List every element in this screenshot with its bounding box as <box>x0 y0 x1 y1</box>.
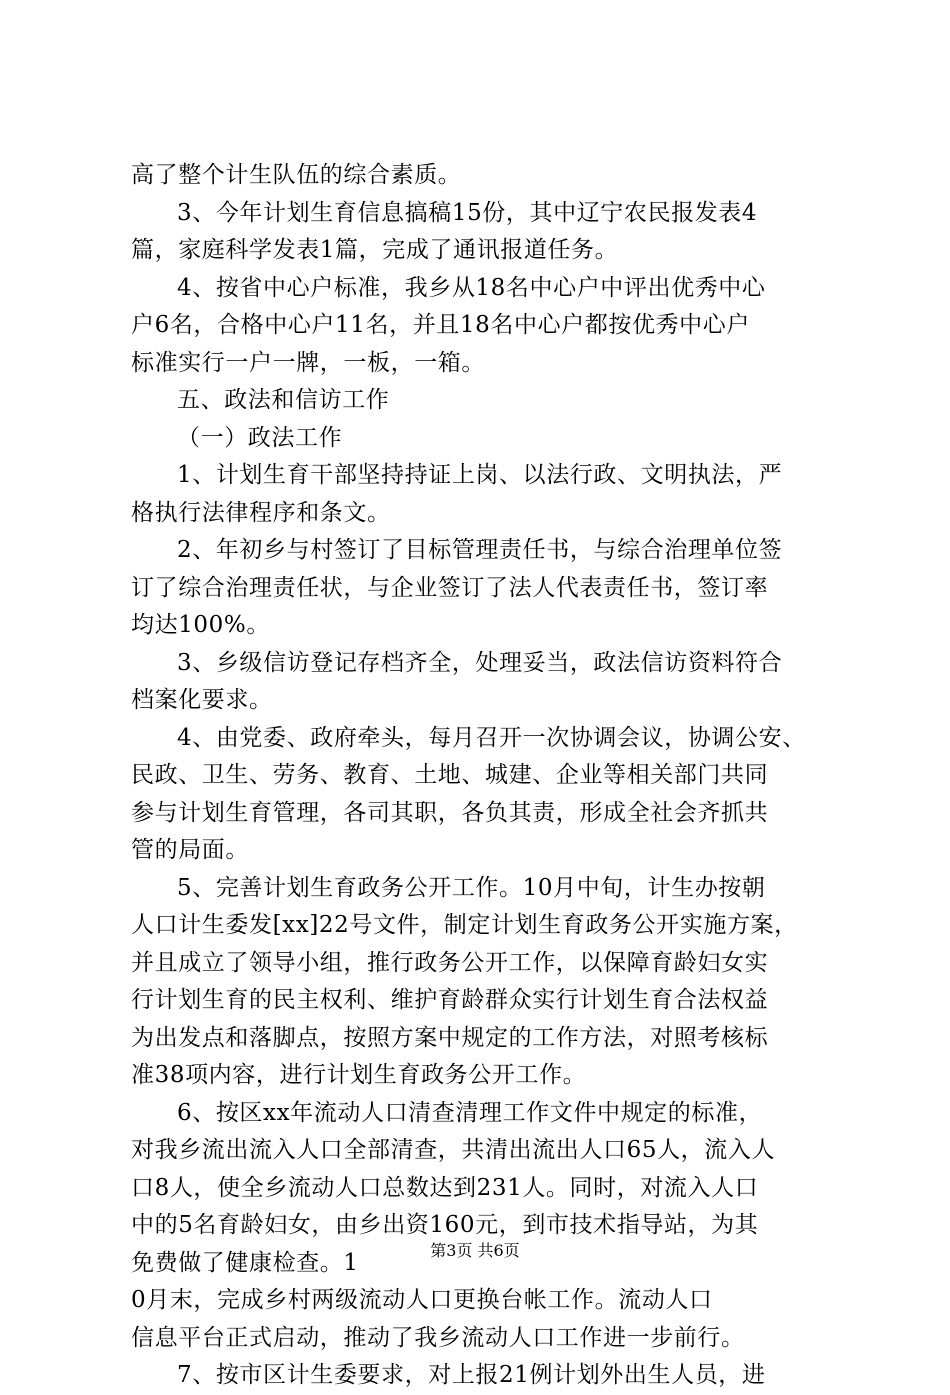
text-line: 5、完善计划生育政务公开工作。10月中旬，计生办按朝 <box>177 874 766 901</box>
text-line: 中的5名育龄妇女，由乡出资160元，到市技术指导站，为其 <box>131 1212 759 1238</box>
text-line: 参与计划生育管理，各司其职，各负其责，形成全社会齐抓共 <box>131 799 769 826</box>
text-line: 均达100%。 <box>131 612 270 638</box>
text-line: 为出发点和落脚点，按照方案中规定的工作方法，对照考核标 <box>131 1024 769 1051</box>
text-line: 口8人，使全乡流动人口总数达到231人。同时，对流入人口 <box>131 1174 759 1201</box>
text-line: （一）政法工作 <box>177 424 343 451</box>
text-line: 户6名，合格中心户11名，并且18名中心户都按优秀中心户 <box>131 312 750 338</box>
text-line: 7、按市区计生委要求，对上报21例计划外出生人员，进 <box>177 1362 766 1388</box>
text-line: 6、按区xx年流动人口清查清理工作文件中规定的标准， <box>177 1099 763 1126</box>
text-line: 民政、卫生、劳务、教育、土地、城建、企业等相关部门共同 <box>131 762 769 788</box>
page-footer: 第3页 共6页 <box>430 1241 520 1260</box>
text-line: 格执行法律程序和条文。 <box>131 499 391 526</box>
text-line: 标准实行一户一牌，一板，一箱。 <box>131 349 485 376</box>
text-line: 4、由党委、政府牵头，每月召开一次协调会议，协调公安、 <box>177 724 806 751</box>
text-line: 2、年初乡与村签订了目标管理责任书，与综合治理单位签 <box>177 537 783 563</box>
text-line: 4、按省中心户标准，我乡从18名中心户中评出优秀中心 <box>177 274 766 301</box>
document-body <box>131 157 831 1395</box>
text-line: 3、乡级信访登记存档齐全，处理妥当，政法信访资料符合 <box>177 649 783 676</box>
text-line: 3、今年计划生育信息搞稿15份，其中辽宁农民报发表4 <box>177 199 758 226</box>
text-line: 高了整个计生队伍的综合素质。 <box>131 162 462 188</box>
text-line: 档案化要求。 <box>131 687 273 713</box>
text-line: 人口计生委发[xx]22号文件，制定计划生育政务公开实施方案， <box>131 912 798 938</box>
text-line: 篇，家庭科学发表1篇，完成了通讯报道任务。 <box>131 237 619 263</box>
text-line: 1、计划生育干部坚持持证上岗、以法行政、文明执法，严 <box>177 462 783 488</box>
text-line: 准38项内容，进行计划生育政务公开工作。 <box>131 1062 587 1088</box>
text-line: 信息平台正式启动，推动了我乡流动人口工作进一步前行。 <box>131 1324 745 1351</box>
text-line: 订了综合治理责任状，与企业签订了法人代表责任书，签订率 <box>131 574 769 601</box>
text-line: 行计划生育的民主权利、维护育龄群众实行计划生育合法权益 <box>131 987 769 1013</box>
text-line: 管的局面。 <box>131 837 249 863</box>
text-line: 0月末，完成乡村两级流动人口更换台帐工作。流动人口 <box>131 1287 713 1313</box>
text-line: 免费做了健康检查。1 <box>131 1249 359 1276</box>
text-line: 并且成立了领导小组，推行政务公开工作，以保障育龄妇女实 <box>131 949 769 976</box>
text-line: 五、政法和信访工作 <box>177 387 390 413</box>
text-line: 对我乡流出流入人口全部清查，共清出流出人口65人，流入人 <box>131 1137 776 1163</box>
